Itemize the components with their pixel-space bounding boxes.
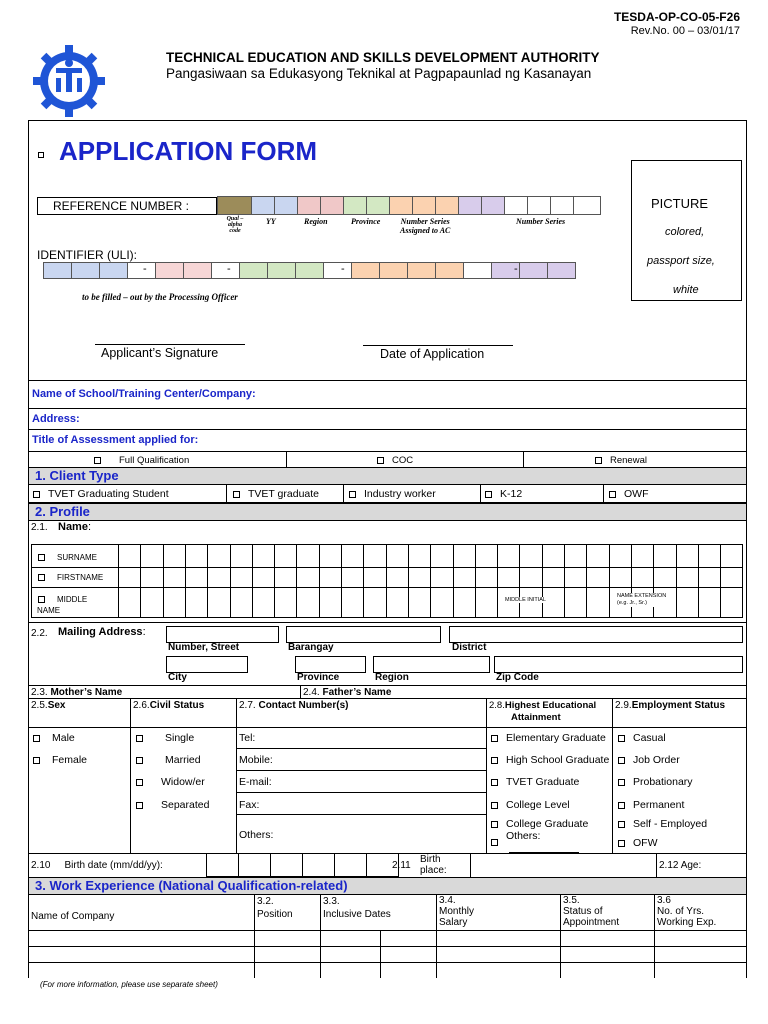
uli-dash-3: -	[341, 263, 345, 275]
name-cell-divider	[519, 544, 520, 618]
civil-widower[interactable]: Widow/er	[136, 776, 205, 788]
name-cell-divider	[542, 544, 543, 618]
civil-married[interactable]: Married	[136, 754, 201, 766]
birth-place-label: Birth place:	[420, 854, 447, 876]
birth-date-label: 2.10 Birth date (mm/dd/yy):	[31, 860, 163, 871]
work-col-position: 3.2. Position	[257, 896, 293, 920]
civil-separated[interactable]: Separated	[136, 799, 209, 811]
emp-permanent[interactable]: Permanent	[618, 799, 684, 811]
reference-label: REFERENCE NUMBER :	[53, 199, 190, 213]
name-label: Name:	[58, 521, 92, 533]
work-col-dates: 3.3. Inclusive Dates	[323, 896, 391, 920]
checkbox-icon[interactable]	[609, 491, 616, 498]
rev-no: Rev.No. 00 – 03/01/17	[630, 25, 740, 37]
name-cell-divider	[676, 544, 677, 618]
surname-row[interactable]: SURNAME	[38, 553, 97, 562]
date-application-label: Date of Application	[380, 347, 485, 361]
edu-college-level[interactable]: College Level	[491, 799, 570, 811]
district-label: District	[452, 642, 487, 653]
mailing-num: 2.2.	[31, 628, 48, 639]
name-extension-label: NAME EXTENSION (e.g. Jr., Sr.)	[617, 593, 667, 606]
region-label: Region	[375, 672, 409, 683]
checkbox-icon[interactable]	[33, 491, 40, 498]
birth-date-cells[interactable]	[206, 853, 398, 877]
name-cell-divider	[230, 544, 231, 618]
picture-line2: passport size,	[647, 255, 715, 267]
emp-self-employed[interactable]: Self - Employed	[618, 818, 707, 830]
name-cell-divider	[698, 544, 699, 618]
checkbox-icon[interactable]	[618, 757, 625, 764]
civil-heading: 2.6.Civil Status	[133, 700, 205, 711]
checkbox-icon[interactable]	[94, 457, 101, 464]
edu-elementary[interactable]: Elementary Graduate	[491, 732, 606, 744]
checkbox-icon[interactable]	[38, 554, 45, 561]
applicant-signature-line[interactable]	[95, 344, 245, 345]
checkbox-icon[interactable]	[136, 735, 143, 742]
assessment-title-label: Title of Assessment applied for:	[32, 434, 199, 446]
province-input[interactable]	[295, 656, 366, 673]
assessment-renewal[interactable]: Renewal	[595, 455, 647, 466]
name-num: 2.1.	[31, 522, 48, 533]
work-col-status: 3.5. Status of Appointment	[563, 895, 620, 928]
uli-dash-1: -	[143, 263, 147, 275]
checkbox-icon[interactable]	[618, 840, 625, 847]
checkbox-icon[interactable]	[618, 821, 625, 828]
province-label: Province	[297, 672, 340, 683]
picture-line3: white	[673, 284, 699, 296]
uli-dash-2: -	[227, 263, 231, 275]
number-street-label: Number, Street	[168, 642, 240, 653]
contact-email[interactable]: E-mail:	[239, 776, 272, 788]
checkbox-icon[interactable]	[491, 735, 498, 742]
edu-others[interactable]: Others:	[491, 832, 540, 846]
ref-sub-series: Number Series	[516, 217, 566, 226]
city-input[interactable]	[166, 656, 248, 673]
form-code: TESDA-OP-CO-05-F26	[613, 10, 740, 24]
sex-male[interactable]: Male	[33, 732, 75, 744]
contact-heading: 2.7. Contact Number(s)	[239, 700, 349, 711]
middle-row[interactable]: MIDDLE	[38, 595, 87, 604]
name-cell-divider	[564, 544, 565, 618]
name-cell-divider	[341, 544, 342, 618]
name-cell-divider	[163, 544, 164, 618]
name-cell-divider	[430, 544, 431, 618]
contact-mobile[interactable]: Mobile:	[239, 754, 273, 766]
client-tvet-graduate[interactable]: TVET graduate	[233, 488, 319, 500]
name-cell-divider	[475, 544, 476, 618]
firstname-row[interactable]: FIRSTNAME	[38, 573, 103, 582]
uli-dash-4: -	[514, 263, 518, 275]
checkbox-icon[interactable]	[136, 757, 143, 764]
number-street-input[interactable]	[166, 626, 279, 643]
client-k12[interactable]: K-12	[485, 488, 522, 500]
name-cell-divider	[274, 544, 275, 618]
civil-single[interactable]: Single	[136, 732, 194, 744]
checkbox-icon[interactable]	[136, 779, 143, 786]
school-label: Name of School/Training Center/Company:	[32, 388, 256, 400]
checkbox-icon[interactable]	[595, 457, 602, 464]
mother-label: 2.3. Mother’s Name	[31, 687, 123, 698]
name-cell-divider	[296, 544, 297, 618]
checkbox-icon[interactable]	[491, 757, 498, 764]
region-input[interactable]	[373, 656, 490, 673]
contact-fax[interactable]: Fax:	[239, 799, 260, 811]
checkbox-icon[interactable]	[377, 457, 384, 464]
uli-cells[interactable]	[43, 262, 575, 279]
address-label: Address:	[32, 413, 80, 425]
city-label: City	[168, 672, 187, 683]
barangay-label: Barangay	[288, 642, 334, 653]
age-label: 2.12 Age:	[659, 860, 702, 871]
checkbox-icon[interactable]	[485, 491, 492, 498]
tesda-logo	[32, 44, 106, 118]
checkbox-icon[interactable]	[136, 802, 143, 809]
agency-tagalog: Pangasiwaan sa Edukasyong Teknikal at Pagpapaunlad ng Kasanayan	[166, 66, 592, 81]
checkbox-icon[interactable]	[491, 779, 498, 786]
gear-logo-icon	[32, 44, 106, 118]
picture-title: PICTURE	[651, 196, 709, 211]
father-label: 2.4. Father’s Name	[303, 687, 392, 698]
profile-heading: 2. Profile	[29, 503, 746, 521]
birth-place-num: 2.11	[392, 860, 411, 871]
emp-casual[interactable]: Casual	[618, 732, 666, 744]
checkbox-icon[interactable]	[233, 491, 240, 498]
checkbox-icon[interactable]	[618, 779, 625, 786]
identifier-label: IDENTIFIER (ULI):	[37, 248, 138, 262]
ref-sub-yy: YY	[266, 217, 276, 226]
zip-input[interactable]	[494, 656, 743, 673]
ref-sub-region: Region	[304, 217, 328, 226]
checkbox-icon[interactable]	[618, 802, 625, 809]
name-cell-divider	[408, 544, 409, 618]
checkbox-icon[interactable]	[491, 802, 498, 809]
emp-ofw[interactable]: OFW	[618, 837, 658, 849]
name-cell-divider	[252, 544, 253, 618]
title-bullet-checkbox	[38, 152, 44, 158]
edu-heading: 2.8.Highest Educational Attainment	[489, 700, 597, 723]
middle-name-label: NAME	[37, 606, 61, 615]
reference-cells[interactable]	[217, 196, 600, 215]
assessment-full-qualification[interactable]: Full Qualification	[94, 455, 189, 466]
footnote: (For more information, please use separate sheet)	[40, 980, 218, 989]
checkbox-icon[interactable]	[491, 821, 498, 828]
ref-sub-province: Province	[351, 217, 381, 226]
name-cell-divider	[185, 544, 186, 618]
work-col-years: 3.6 No. of Yrs. Working Exp.	[657, 895, 717, 928]
emp-heading: 2.9.Employment Status	[615, 700, 726, 711]
picture-line1: colored,	[665, 226, 705, 238]
name-cell-divider	[319, 544, 320, 618]
edu-college-graduate[interactable]: College Graduate	[491, 818, 588, 830]
name-cell-divider	[586, 544, 587, 618]
processing-note: to be filled – out by the Processing Officer	[82, 292, 238, 302]
client-type-heading: 1. Client Type	[29, 467, 746, 485]
contact-others[interactable]: Others:	[239, 829, 274, 841]
form-title: APPLICATION FORM	[59, 136, 318, 166]
sex-female[interactable]: Female	[33, 754, 87, 766]
checkbox-icon[interactable]	[38, 596, 45, 603]
edu-highschool[interactable]: High School Graduate	[491, 754, 609, 766]
contact-tel[interactable]: Tel:	[239, 732, 256, 744]
checkbox-icon[interactable]	[33, 735, 40, 742]
ref-sub-qual: Qual – alpha code	[226, 216, 244, 234]
client-owf[interactable]: OWF	[609, 488, 649, 500]
agency-name: TECHNICAL EDUCATION AND SKILLS DEVELOPMENT AUTHORITY	[166, 50, 600, 65]
checkbox-icon[interactable]	[33, 757, 40, 764]
name-cell-divider	[207, 544, 208, 618]
client-tvet-graduating[interactable]: TVET Graduating Student	[33, 488, 169, 500]
name-cell-divider	[609, 544, 610, 618]
checkbox-icon[interactable]	[349, 491, 356, 498]
checkbox-icon[interactable]	[491, 839, 498, 846]
date-application-line[interactable]	[363, 345, 513, 346]
edu-tvet[interactable]: TVET Graduate	[491, 776, 579, 788]
work-col-company: Name of Company	[31, 911, 115, 922]
checkbox-icon[interactable]	[38, 574, 45, 581]
client-industry-worker[interactable]: Industry worker	[349, 488, 436, 500]
barangay-input[interactable]	[286, 626, 441, 643]
work-heading: 3. Work Experience (National Qualification-related)	[29, 877, 746, 895]
middle-initial-label: MIDDLE INITIAL	[505, 597, 546, 603]
name-cell-divider	[497, 544, 498, 618]
name-cell-divider	[140, 544, 141, 618]
name-cell-divider	[720, 544, 721, 618]
emp-job-order[interactable]: Job Order	[618, 754, 680, 766]
name-cell-divider	[386, 544, 387, 618]
ref-sub-series-ac: Number Series Assigned to AC	[400, 217, 451, 235]
name-cell-divider	[453, 544, 454, 618]
checkbox-icon[interactable]	[618, 735, 625, 742]
zip-label: Zip Code	[496, 672, 539, 683]
applicant-signature-label: Applicant’s Signature	[101, 346, 219, 360]
emp-probationary[interactable]: Probationary	[618, 776, 693, 788]
assessment-coc[interactable]: COC	[377, 455, 413, 466]
name-cell-divider	[363, 544, 364, 618]
district-input[interactable]	[449, 626, 743, 643]
mailing-label: Mailing Address:	[58, 626, 146, 638]
sex-heading: 2.5.Sex	[31, 700, 66, 711]
work-col-salary: 3.4. Monthly Salary	[439, 895, 475, 928]
